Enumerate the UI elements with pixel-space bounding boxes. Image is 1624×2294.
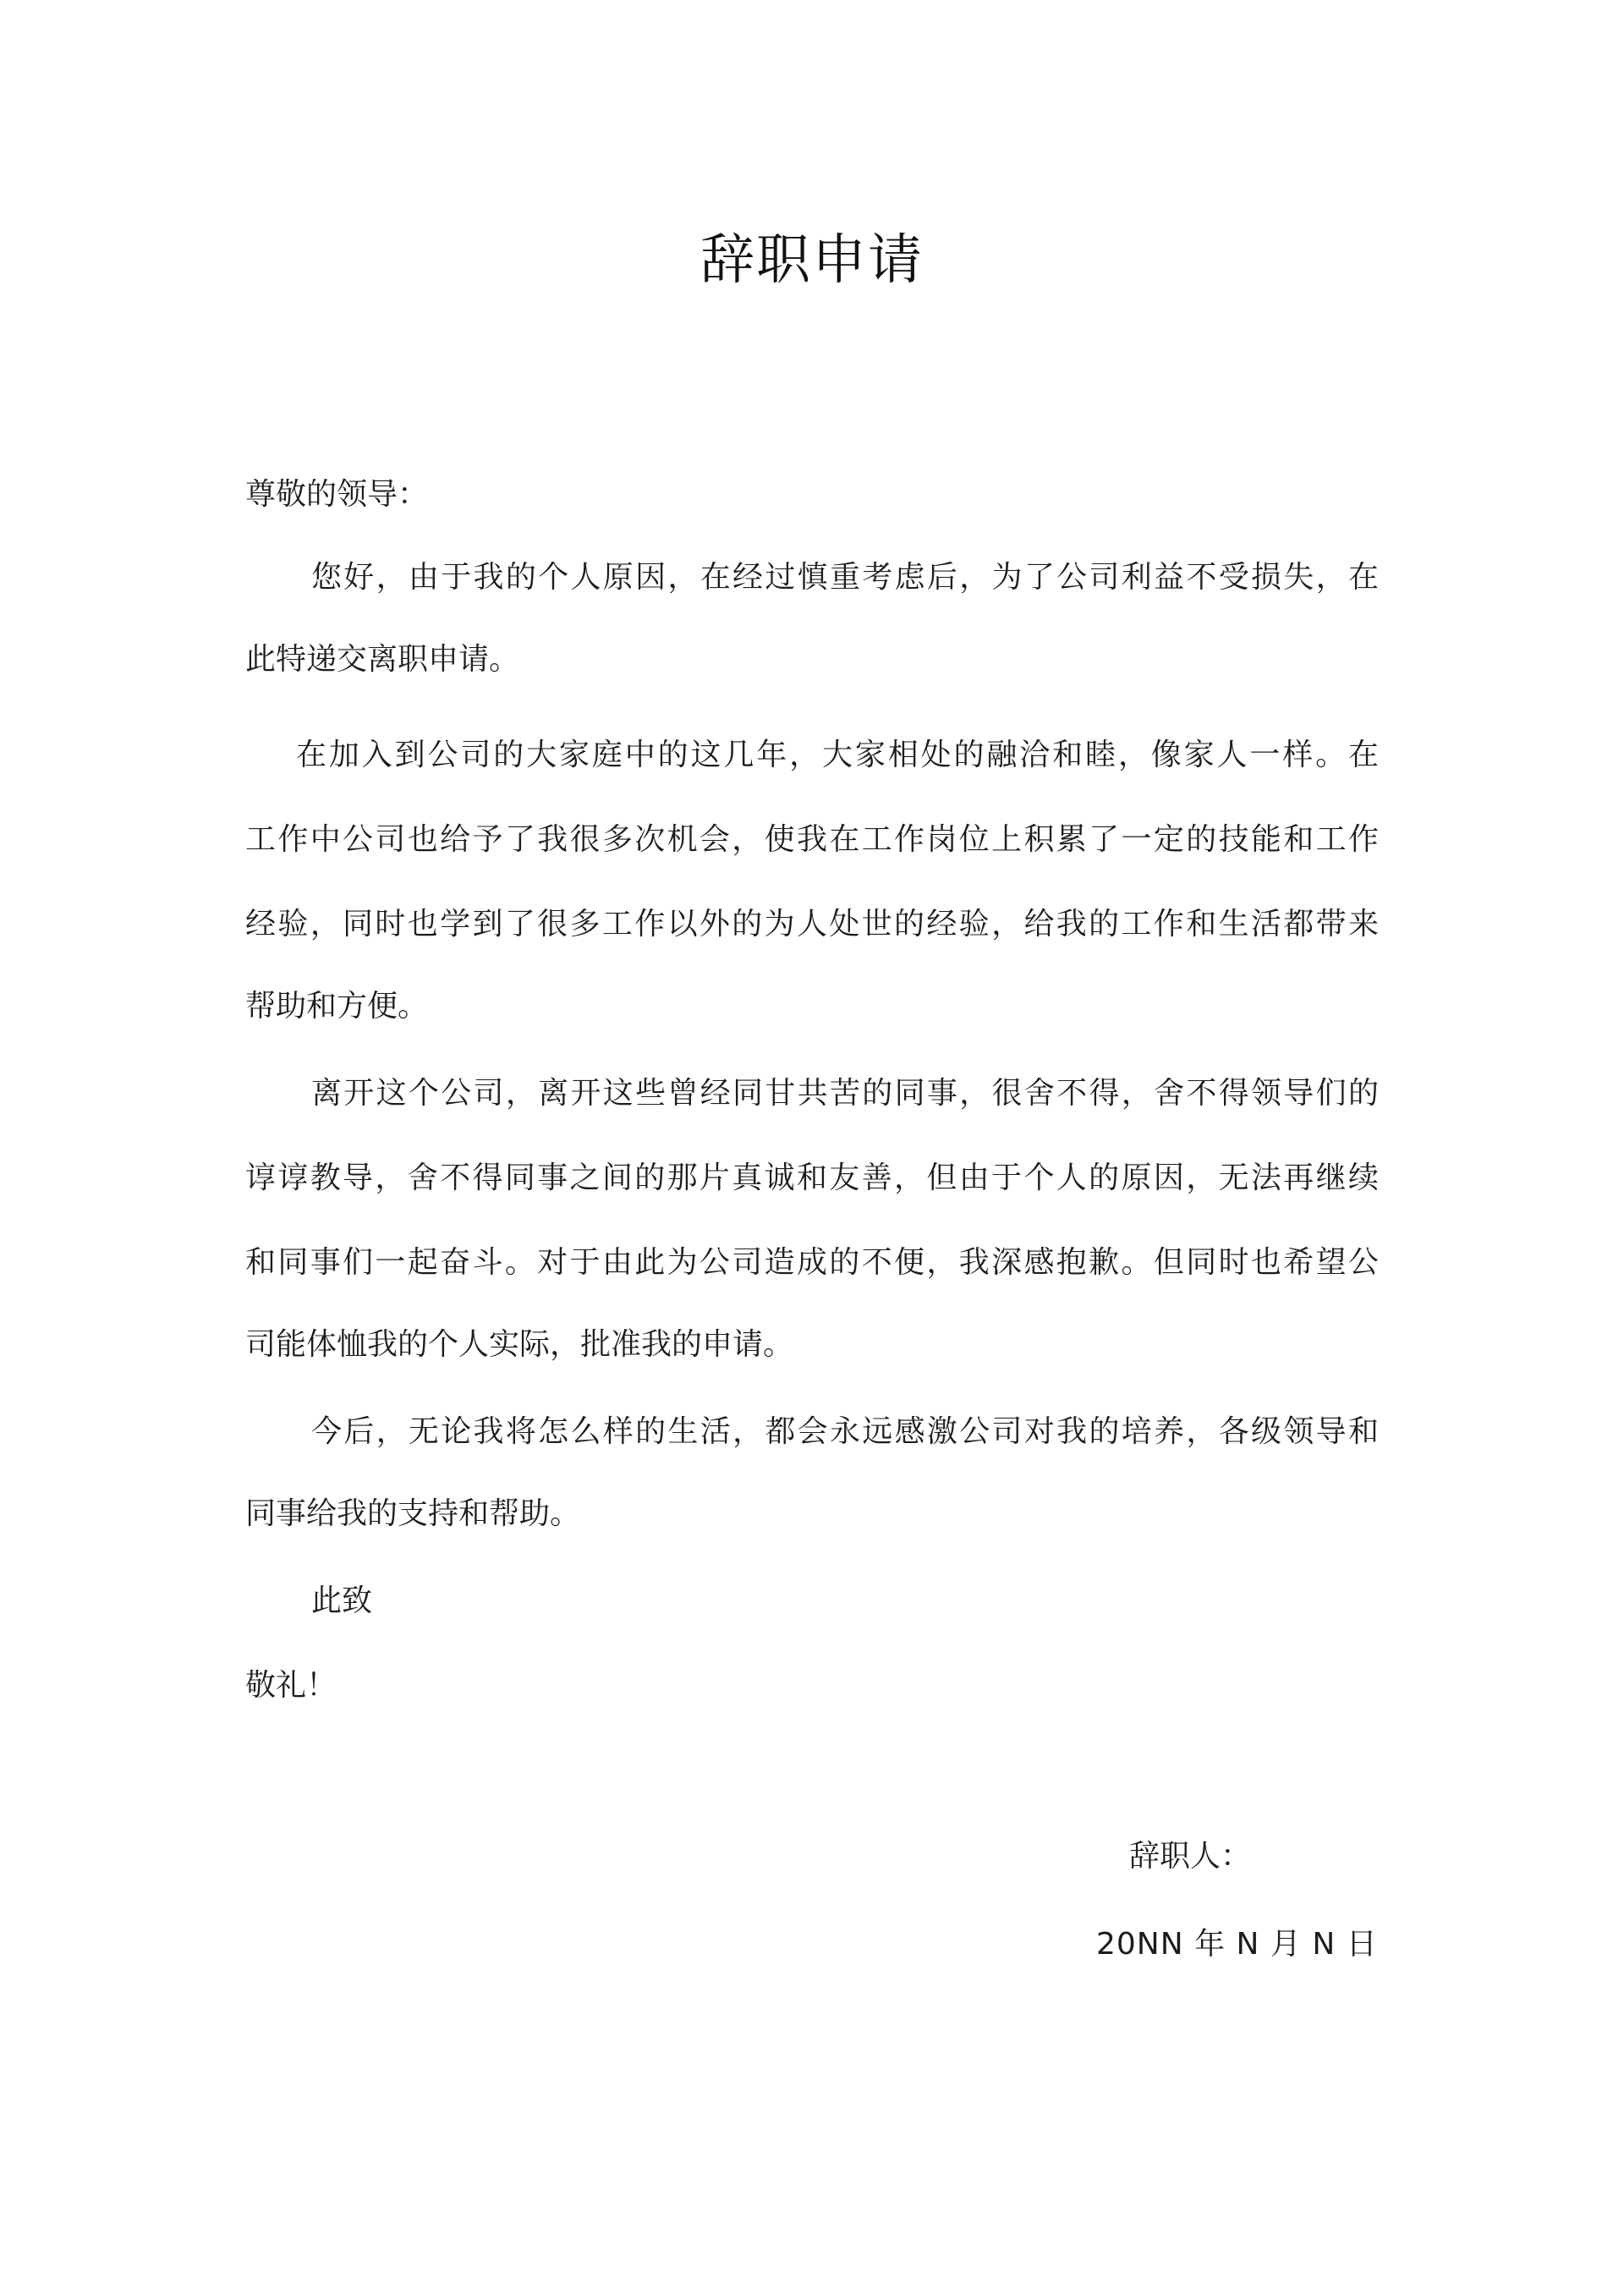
closing-line-1: 此致 <box>311 1583 373 1618</box>
paragraph-1-line-2: 此特递交离职申请。 <box>245 642 520 677</box>
salutation: 尊敬的领导： <box>245 477 429 512</box>
paragraph-3-line-1: 离开这个公司，离开这些曾经同甘共苦的同事，很舍不得，舍不得领导们的 <box>311 1076 1379 1111</box>
paragraph-3-line-3: 和同事们一起奋斗。对于由此为公司造成的不便，我深感抱歉。但同时也希望公 <box>245 1245 1379 1280</box>
paragraph-3-line-4: 司能体恤我的个人实际，批准我的申请。 <box>245 1327 794 1362</box>
closing-line-2: 敬礼！ <box>245 1668 337 1703</box>
paragraph-2-line-4: 帮助和方便。 <box>245 989 429 1024</box>
signature-date: 20NN 年 N 月 N 日 <box>1096 1927 1378 1962</box>
paragraph-3-line-2: 谆谆教导，舍不得同事之间的那片真诚和友善，但由于个人的原因，无法再继续 <box>245 1161 1379 1195</box>
signature-label: 辞职人： <box>1129 1839 1252 1874</box>
paragraph-2-line-1: 在加入到公司的大家庭中的这几年，大家相处的融洽和睦，像家人一样。在 <box>296 738 1379 772</box>
paragraph-1-line-1: 您好，由于我的个人原因，在经过慎重考虑后，为了公司利益不受损失，在 <box>311 560 1379 595</box>
paragraph-2-line-3: 经验，同时也学到了很多工作以外的为人处世的经验，给我的工作和生活都带来 <box>245 907 1379 941</box>
paragraph-4-line-2: 同事给我的支持和帮助。 <box>245 1496 581 1531</box>
paragraph-4-line-1: 今后，无论我将怎么样的生活，都会永远感激公司对我的培养，各级领导和 <box>311 1414 1379 1449</box>
document-title: 辞职申请 <box>700 229 924 292</box>
paragraph-2-line-2: 工作中公司也给予了我很多次机会，使我在工作岗位上积累了一定的技能和工作 <box>245 822 1379 857</box>
